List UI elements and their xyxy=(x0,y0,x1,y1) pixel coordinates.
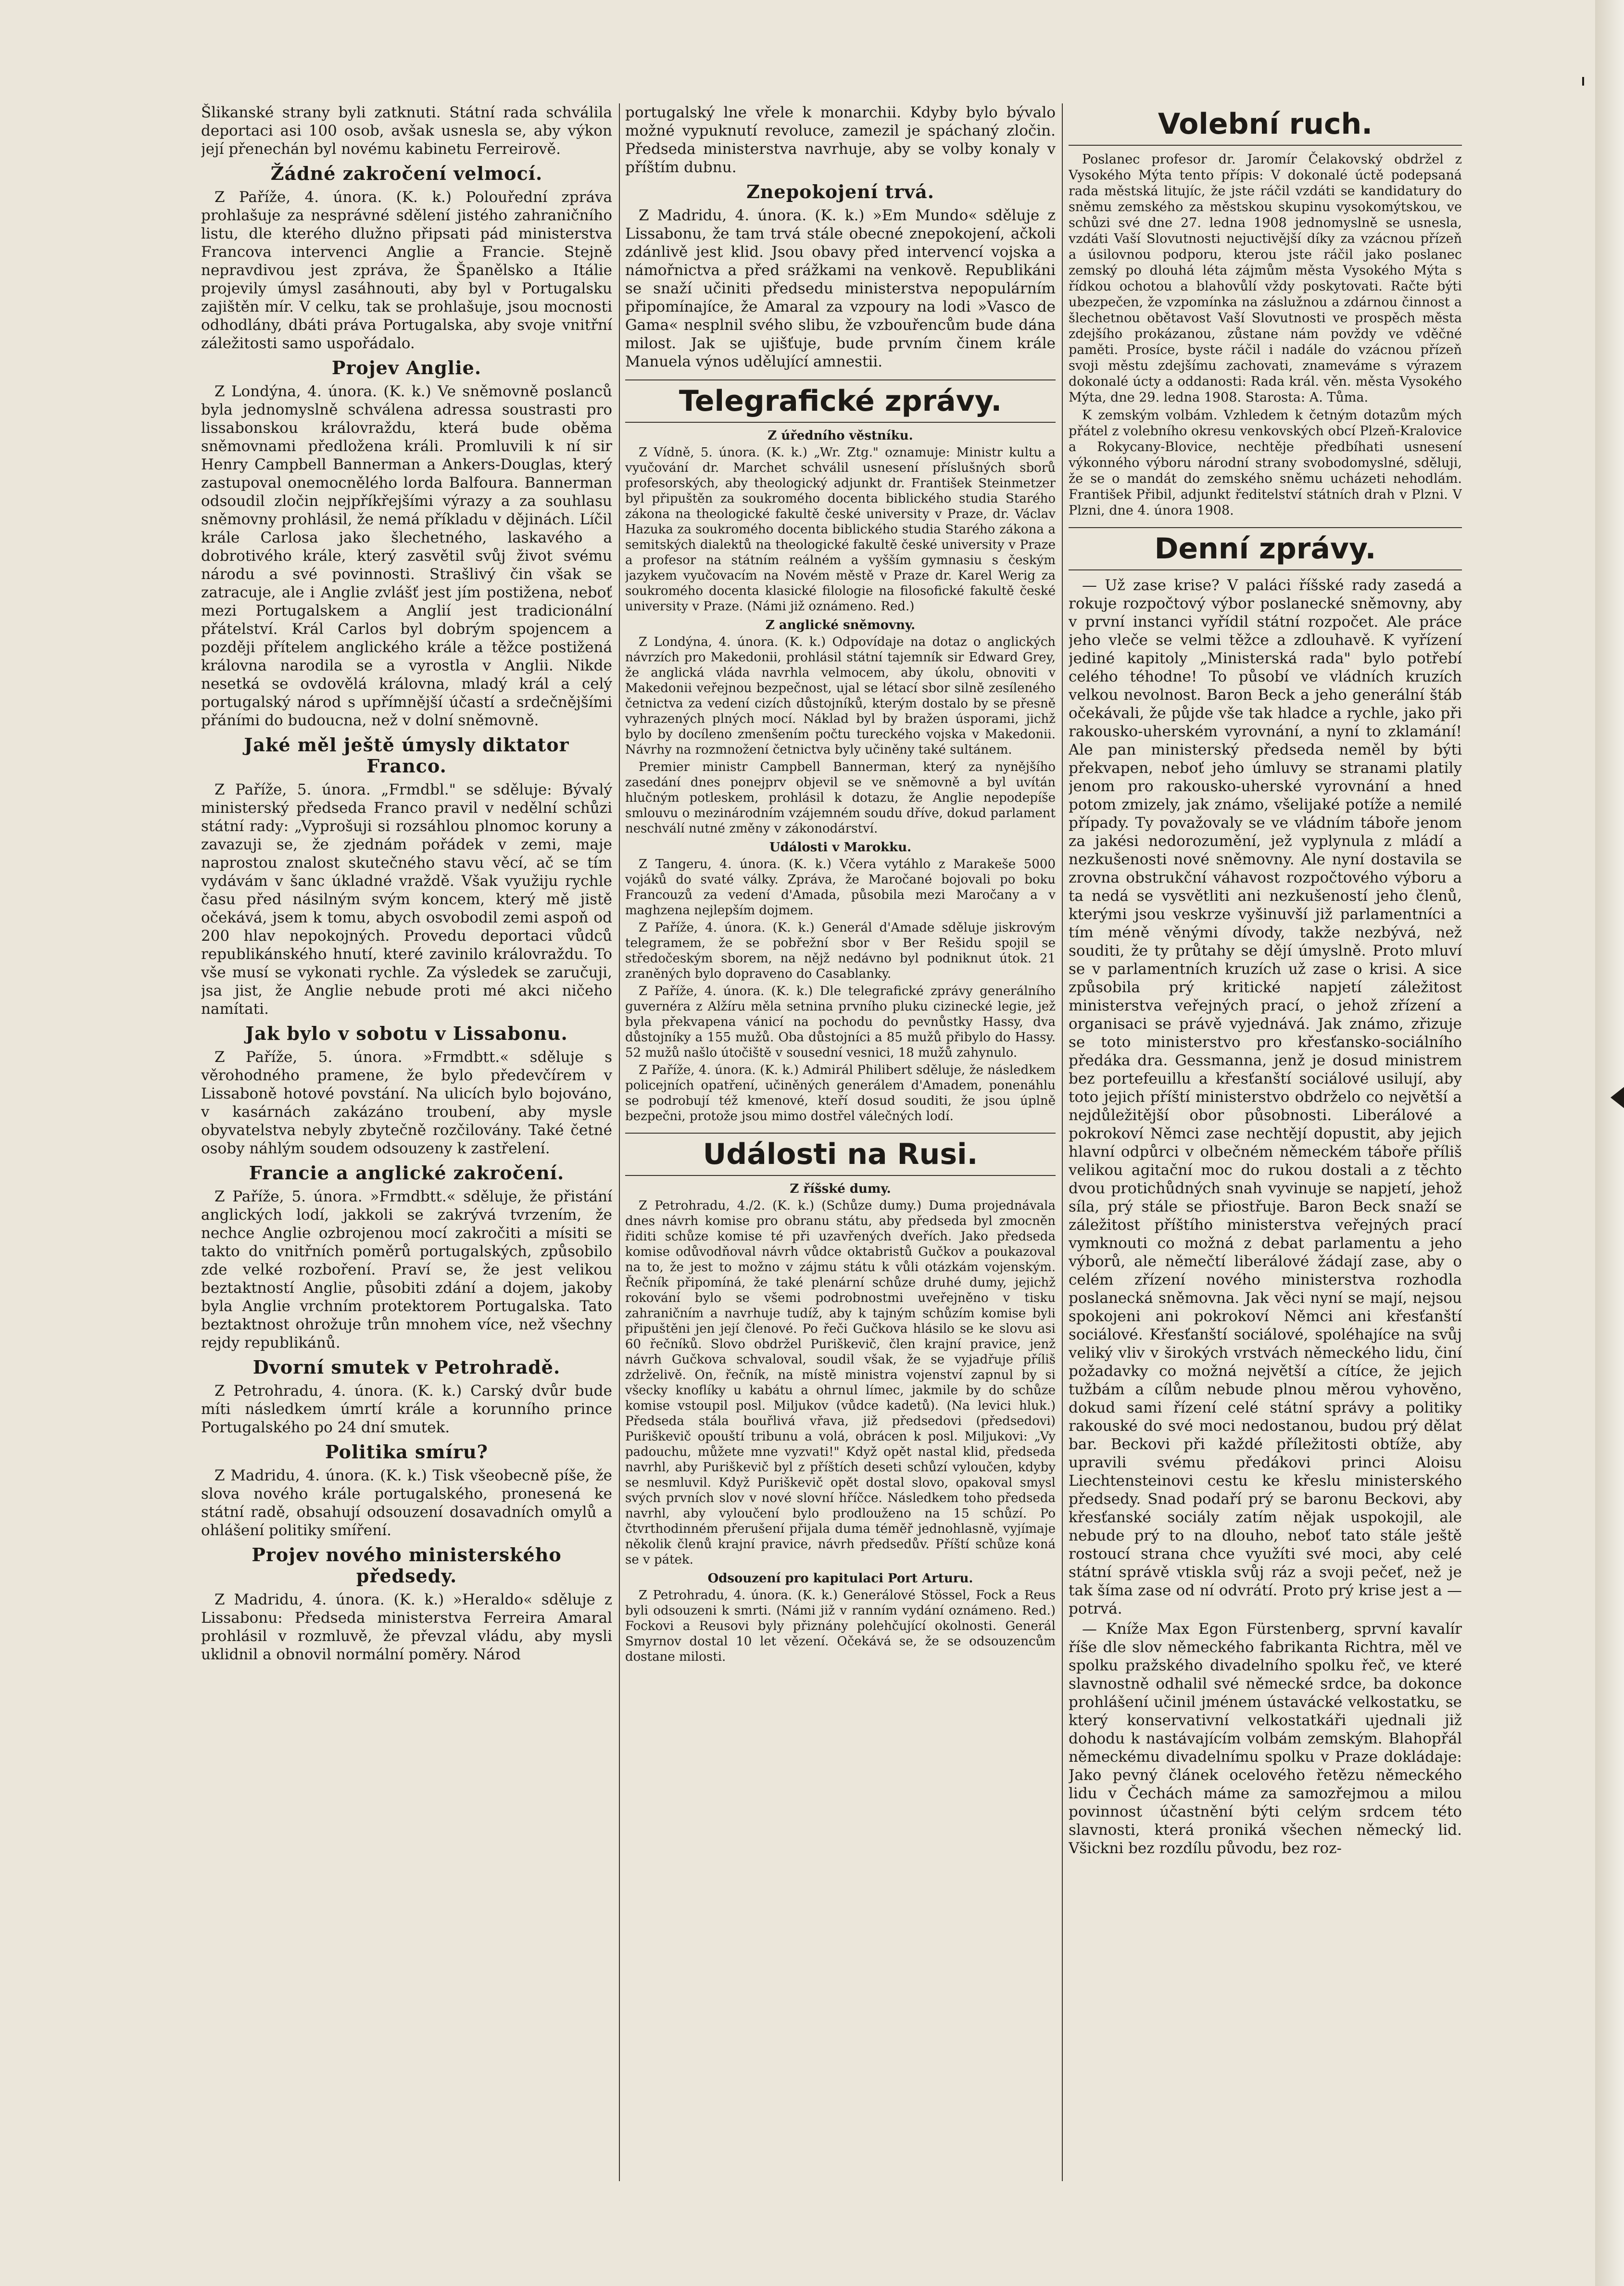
column-divider xyxy=(619,103,620,2181)
daily-news-banner: Denní zprávy. xyxy=(1069,527,1462,570)
section-title-znepokojeni: Znepokojení trvá. xyxy=(746,181,934,202)
russia-subhead-port-artur: Odsouzení pro kapitulaci Port Arturu. xyxy=(707,1571,973,1586)
election-body-celakovsky: Poslanec profesor dr. Jaromír Čelakovský obdržel z Vysokého Mýta tento přípis: V dokonalé úctě podepsaná rada městská litujíc, že jste ráčil vzdáti se kandidatury do sněmu zemského za městskou skupinu vysokomýtskou, ve schůzi své dne 27. ledna 1908 jednomyslně se usnesla, vzdáti Vaší Slovutnosti nejuctivější díky za vzácnou přízeň a úsilovnou podporu, kterou jste ráčil jako poslanec zemský po dlouhá léta zájmům města Vysokého Mýta s řídkou ochotou a blahovůlí vždy poskytovati. Račte býti ubezpečen, že vzpomínka na záslužnou a zdárnou činnost a šlechetnou obětavost Vaší Slovutnosti ve prospěch města zdejšího prokázanou, zůstane nám povždy ve vděčné paměti. Prosíce, byste ráčil i nadále do vzácnou přízeň svoji městu zdejšímu zachovati, znameváme s výrazem dokonalé úcty a oddanosti: Rada král. věn. města Vysokého Mýta, dne 29. ledna 1908. Starosta: A. Tůma. xyxy=(1069,152,1462,405)
column-3 xyxy=(1069,103,1462,2181)
telegraph-body-makedonie: Z Londýna, 4. února. (K. k.) Odpovídaje na dotaz o anglických návrzích pro Makedonii, prohlásil státní tajemník sir Edward Grey, že anglická vláda navrhla velmocem, aby úkolu, obnoviti v Makedonii veřejnou bezpečnost, ujal se létací sbor silně zesíleného četnictva za vedení cizích důstojníků, kterým dostalo by se přesně vyhrazených plných mocí. Náklad byl by bražen úsporami, jichž bylo by docíleno zmenšením počtu tureckého vojska v Makedonii. Návrhy na rozmnožení četnictva byly učiněny také sultánem. xyxy=(625,635,1056,757)
section-title-francie: Francie a anglické zakročení. xyxy=(249,1162,565,1184)
section-title-diktator-franco: Jaké měl ještě úmysly diktator Franco. xyxy=(244,734,569,777)
election-body-pribil: K zemským volbám. Vzhledem k četným dotazům mých přátel z volebního okresu venkovských obcí Plzeň-Kralovice a Rokycany-Blovice, nechtěje předbíhati usnesení výkonného výboru národní strany svobodomyslné, sděluji, že se o mandát do zemského sněmu ucházeti nehodlám. František Přibil, adjunkt ředitelství státních drah v Plzni. V Plzni, dne 4. února 1908. xyxy=(1069,408,1462,518)
section-body-projev-predsedy: Z Madridu, 4. února. (K. k.) »Heraldo« sděluje z Lissabonu: Předseda ministerstva Ferreira Amaral prohlásil v rozmluvě, že převzal vládu, aby mysli uklidnil a obnovil normální poměry. Národ xyxy=(201,1591,612,1663)
column-1-intro: Šlikanské strany byli zatknuti. Státní rada schválila deportaci asi 100 osob, avšak usnesla se, aby výkon její přenechán byl novému kabinetu Ferreirově. xyxy=(201,104,612,158)
telegraph-subhead-marokko: Události v Marokku. xyxy=(769,840,912,855)
russia-body-duma: Z Petrohradu, 4./2. (K. k.) (Schůze dumy.) Duma projednávala dnes návrh komise pro obranu státu, aby předseda byl zmocněn řiditi schůze komise té při uzavřených dveřích. Jako předseda komise odůvodňoval návrh vůdce oktabristů Gučkov a poukazoval na to, že jest to možno v zájmu státu k vůli otázkám vojenským. Řečník připomíná, že také plenární schůze druhé dumy, jejichž rokování bylo se všemi podrobnostmi uveřejněno v tisku zahraničním a navrhuje tudíž, aby k tajným schůzím komise byli připuštěni jen její členové. Po řeči Gučkova hlásilo se ke slovu asi 60 řečníků. Slovo obdržel Puriškevič, člen krajní pravice, jenž návrh Gučkova schvaloval, soudil však, že se vyjadřuje příliš zdrželivě. On, řečník, na místě ministra vojenství zapnul by si všecky knoflíky u kabátu a ohrnul límec, jakmile by do schůze komise vstoupil posl. Miljukov (vůdce kadetů). (Na levici hluk.) Předseda stála bouřlivá vřava, již předsedovi (předsedovi) Puriškevič opouští tribunu a volá, obrácen k posl. Miljukovi: „Vy padouchu, můžete mne vyzvati!" Když opět nastal klid, předseda navrhl, aby Puriškevič byl z příštích deseti schůzí vyloučen, kdyby se nesmluvil. Když Puriškevič opět dostal slovo, opakoval smysl svých prvních slov v nové slovní hříčce. Následkem toho předseda navrhl, aby vyloučení bylo prodlouženo na 15 schůzí. Po čtvrthodinném přerušení přijala duma téměř jednohlasně, vyjímaje několik členů krajní pravice, návrh předsedův. Příští schůze koná se v pátek. xyxy=(625,1199,1056,1567)
telegraph-subhead-snemovna: Z anglické sněmovny. xyxy=(765,618,916,632)
corner-tick xyxy=(1582,77,1584,86)
section-body-zadne-zakroceni: Z Paříže, 4. února. (K. k.) Polouřední zpráva prohlašuje za nesprávné sdělení jistého zahraničního listu, dle kterého dlužno připsati pád ministerstva Francova intervenci Anglie a Francie. Stejně nepravdivou jest zpráva, že Španělsko a Itálie projevily úmysl zasáhnouti, aby byl v Portugalsku zajištěn mír. V celku, tak se prohlašuje, jsou mocnosti odhodlány, dbáti práva Portugalska, aby svoje vnitřní záležitosti samo uspořádalo. xyxy=(201,189,612,352)
section-body-projev-anglie: Z Londýna, 4. února. (K. k.) Ve sněmovně poslanců byla jednomyslně schválena adressa soustrasti pro lissabonskou královraždu, která bude oběma sněmovnami předložena králi. Promluvili k ní sir Henry Campbell Bannerman a Ankers-Douglas, který zastupoval onemocnělého lorda Balfoura. Bannerman odsoudil zločin nejpříkřejšími výrazy a za souhlasu sněmovny prohlásil, že nemá příkladu v dějinách. Líčil krále Carlosa jako šlechetného, laskavého a dobrotivého krále, který zasvětil svůj život svému národu a své povinnosti. Strašlivý čin však se zatracuje, ale i Anglie zvlášť jest jím postižena, neboť mezi Portugalskem a Anglií jest tradicionální přátelství. Král Carlos byl dobrým spojencem a později přítelem anglického krále a těžce postižená královna narodila se a vyrostla v Anglii. Nikde nesetká se ovdovělá královna, mladý král a celý portugalský národ s upřímnější účastí a srdečnějšími přáními do budoucna, než v dolní sněmovně. xyxy=(201,383,612,729)
section-body-lissabon: Z Paříže, 5. února. »Frmdbtt.« sděluje s věrohodného pramene, že bylo předevčírem v Lissaboně hotové povstání. Na ulicích bylo bojováno, v kasárnách zakázáno troubení, aby mysle obyvatelstva nebyly zbytečně rozčilovány. Také četné osoby náhlým soudem odsouzeny k zastřelení. xyxy=(201,1048,612,1157)
telegraph-body-damade: Z Paříže, 4. února. (K. k.) Generál d'Amade sděluje jiskrovým telegramem, že se pobřežní sbor v Ber Rešidu spojil se středočeským sborem, na nějž nedávno byl podniknut útok. 21 zraněných bylo dopraveno do Casablanky. xyxy=(625,921,1056,981)
section-body-francie: Z Paříže, 5. února. »Frmdbtt.« sděluje, že přistání anglických lodí, jakkoli se zakrývá tvrzením, že nechce Anglie ozbrojenou mocí zakročiti a mísiti se takto do vnitřních poměrů portugalských, způsobilo zde velké rozboření. Praví se, že jest velikou beztaktností Anglie, působiti zdání a dojem, jakoby byla Anglie vrchním protektorem Portugalska. Tato beztaktnost ohrožuje trůn mnohem více, než všechny rejdy republikánů. xyxy=(201,1188,612,1351)
section-title-dvorni-smutek: Dvorní smutek v Petrohradě. xyxy=(252,1356,561,1378)
telegraph-body-philibert: Z Paříže, 4. února. (K. k.) Admirál Philibert sděluje, že následkem policejních opatření, učiněných generálem d'Amadem, ponenáhlu se podrobují též kmenové, kteří dosud souditi, že jsou úplně bezpečni, protože jsou mimo dostřel válečných lodí. xyxy=(625,1063,1056,1124)
section-title-projev-predsedy: Projev nového ministerského předsedy. xyxy=(252,1544,562,1587)
page-edge-arrow-icon xyxy=(1611,1087,1624,1108)
telegraph-body-uredni: Z Vídně, 5. února. (K. k.) „Wr. Ztg." oznamuje: Ministr kultu a vyučování dr. Marchet schválil usnesení příslušných sborů profesorských, aby theologický adjunkt dr. František Steinmetzer byl připuštěn za soukromého docenta biblického studia Starého zákona na theologické fakultě české university v Praze, dr. Václav Hazuka za soukromého docenta biblického studia Starého zákona a semitských dialektů na theologické fakultě české university v Praze a profesor na státním reálném a vyšším gymnasiu s českým jazykem vyučovacím na Novém městě v Praze dr. Karel Werig za soukromého docenta klasické filologie na filosofické fakultě české university v Praze. (Námi již oznámeno. Red.) xyxy=(625,445,1056,614)
telegraph-body-bannerman: Premier ministr Campbell Bannerman, který za nynějšího zasedání dnes ponejprv objevil se ve sněmovně a byl uvítán hlučným potleskem, prohlásil k dotazu, že Anglie nepodepíše smlouvu o mezinárodním vzájemném soudu dříve, dokud parlament neschválí nutné změny v zákonodárství. xyxy=(625,760,1056,836)
section-body-dvorni-smutek: Z Petrohradu, 4. února. (K. k.) Carský dvůr bude míti následkem úmrtí krále a korunního prince Portugalského po 24 dní smutek. xyxy=(201,1382,612,1436)
section-title-politika-smiru: Politika smíru? xyxy=(325,1441,488,1463)
telegraph-body-alzir: Z Paříže, 4. února. (K. k.) Dle telegrafické zprávy generálního guvernéra z Alžíru měla setnina prvního pluku cizinecké legie, jež byla překvapena vánicí na pochodu do pevnůstky Hassy, dva důstojníky a 155 mužů. Oba důstojníci a 85 mužů přibylo do Hassy. 52 mužů našlo útočiště v sousední vesnici, 18 mužů zahynulo. xyxy=(625,984,1056,1060)
russia-body-port-artur: Z Petrohradu, 4. února. (K. k.) Generálové Stössel, Fock a Reus byli odsouzeni k smrti. (Námi již v ranním vydání oznámeno. Red.) Fockovi a Reusovi byly přiznány polehčující okolnosti. Generál Smyrnov dostal 10 let vězení. Očekává se, že se odsouzencům dostane milosti. xyxy=(625,1588,1056,1664)
telegraph-subhead-uredni: Z úředního věstníku. xyxy=(768,429,913,443)
column-2-intro: portugalský lne vřele k monarchii. Kdyby bylo bývalo možné vypuknutí revoluce, zamezil je spáchaný zločin. Předseda ministerstva navrhuje, aby se volby konaly v příštím dubnu. xyxy=(625,104,1056,176)
section-title-zadne-zakroceni: Žádné zakročení velmocí. xyxy=(270,163,543,184)
russia-banner: Události na Rusi. xyxy=(625,1133,1056,1176)
daily-body-krise: — Už zase krise? V paláci říšské rady zasedá a rokuje rozpočtový výbor poslanecké sněmovny, aby v první instanci vyřídil státní rozpočet. Ale práce jeho vleče se velmi těžce a zdlouhavě. K vyřízení jediné kapitoly „Ministerská rada" bylo potřebí celého téhodne! To působí ve vládních kruzích velkou nevolnost. Baron Beck a jeho generální štáb očekávali, že půjde vše tak hladce a rychle, jako při rakousko-uherském vyrovnání, a nyní to zklamání! Ale pan ministerský předseda neměl by býti překvapen, neboť jeho úmluvy se stranami platily jenom pro rakousko-uherské vyrovnání a hned potom zmizely, jak známo, všelijaké potíže a nemilé případy. Ty považovaly se ve vládním táboře jenom za jakési nedorozumění, jež vyplynula z mládí a nezkušenosti nové sněmovny. Ale nyní dostavila se zrovna obstrukční váhavost rozpočtového výboru a ta nedá se vysvětliti ani nezkušeností jeho členů, kterými jsou veskrze vyšinuvší již parlamentníci a tím méně věnými dívody, takže nezbývá, než souditi, že ty průtahy se dějí úmyslně. Proto mluví se v parlamentních kruzích už zase o krisi. A sice způsobila prý kritické napjetí záležitost ministerstva veřejných prací, o jehož zřízení a organisaci se právě vyjednává. Jak známo, zřizuje se toto ministerstvo pro křesťansko-sociálního předáka dra. Gessmanna, jenž je dosud ministrem bez portefeuillu a křesťanští sociálové usilují, aby toto jejich příští ministerstvo obdrželo co největší a nejdůležitější obor působnosti. Liberálové a pokrokoví Němci zase nechtějí dopustit, aby jejich hlavní odpůrci v olbečném německém táboře příliš velikou agitační moc do rukou dostali a z těchto dvou protichůdných snah vyvinuje se napjetí, jehož síla, prý stále se přiostřuje. Baron Beck snaží se záležitost příštího ministerstva veřejných prací vymknouti co možná z debat parlamentu a jeho výborů, ale němečtí liberálové žádají zase, aby o celém zřízení nového ministerstva rozhodla poslanecká sněmovna. Jak věci nyní se mají, nejsou spokojeni ani pokrokoví Němci ani křesťanští sociálové. Křesťanští sociálové, spoléhajíce na svůj veliký vliv v širokých vrstvách německého lidu, činí požadavky co možná největší a cítíce, že jejich tužbám a cílům nebude plnou měrou vyhověno, dokud sami řízení celé státní správy a politiky rakouské do své moci nedostanou, budou prý dělat bar. Beckovi při každé příležitosti obtíže, aby upravili svému předákovi princi Aloisu Liechtensteinovi cestu ke křeslu ministerského předsedy. Snad podaří prý se baronu Beckovi, aby křesťanské sociály zatím nějak uspokojil, ale nebude prý to na dlouho, neboť tato stále ještě rostoucí strana chce využíti své moci, aby celé státní správě vtiskla svůj ráz a svoji pečeť, než je tak šíma zase od ní odvrátí. Proto prý krise jest a — potrvá. xyxy=(1069,577,1462,1617)
section-body-diktator-franco: Z Paříže, 5. února. „Frmdbl." se sděluje: Bývalý ministerský předseda Franco pravil v nedělní schůzi státní rady: „Vyprošuji si rozsáhlou plnomoc koruny a zavazuji se, že zjednám pořádek v zemi, maje naprostou znalost skutečného stavu věcí, ač se tím vydávám v šanc úkladné vraždě. Však využiju rychle času před násilným svým koncem, který mě jistě očekává, jsem k tomu, abych osvobodil zemi aspoň od 200 hlav nepokojných. Provedu deportaci vůdců republikánského hnutí, které zavinilo královraždu. To vše musí se vykonati rychle. Za výsledek se zaručuji, jsa jist, že Anglie nebude proti mé akci ničeho namítati. xyxy=(201,781,612,1018)
column-1 xyxy=(201,103,612,2181)
section-title-lissabon: Jak bylo v sobotu v Lissabonu. xyxy=(245,1023,568,1044)
telegraph-body-tanger: Z Tangeru, 4. února. (K. k.) Včera vytáhlo z Marakeše 5000 vojáků do svaté války. Zpráva, že Maročané bojovali po boku Francouzů za vedení d'Amada, působila mezi Maročany a v maghzena nejlepším dojmem. xyxy=(625,857,1056,918)
section-body-politika-smiru: Z Madridu, 4. února. (K. k.) Tisk všeobecně píše, že slova nového krále portugalského, pronesená ke státní radě, obsahují odsouzení dosavadních omylů a ohlášení politiky smíření. xyxy=(201,1467,612,1539)
column-2 xyxy=(625,103,1056,2181)
telegraph-banner: Telegrafické zprávy. xyxy=(625,379,1056,423)
daily-body-furstenberg: — Kníže Max Egon Fürstenberg, sprvní kavalír říše dle slov německého fabrikanta Richtra, měl ve spolku pražského divadelního spolku řeč, ve které slavnostně odhalil své německé srdce, ba dokonce prohlášení učinil jménem ústavácké velkostatku, se který konservativní velkostatkáři ujednali již dohodu k nastávajícím volbám zemským. Blahopřál německému divadelnímu spolku v Praze dokládaje: Jako pevný článek ocelového řetězu německého lidu v Čechách máme za samozřejmou a milou povinnost účastnění býti celým srdcem této slavnosti, která proniká všechen německý lid. Všickni bez rozdílu původu, bez roz- xyxy=(1069,1620,1462,1857)
section-title-projev-anglie: Projev Anglie. xyxy=(331,357,482,379)
election-banner: Volební ruch. xyxy=(1069,103,1462,146)
page-edge xyxy=(1595,0,1624,2286)
russia-subhead-duma: Z říšské dumy. xyxy=(790,1182,891,1196)
section-body-znepokojeni: Z Madridu, 4. února. (K. k.) »Em Mundo« sděluje z Lissabonu, že tam trvá stále obecné znepokojení, ačkoli zdánlivě jest klid. Jsou obavy před intervencí vojska a námořnictva a před srážkami na venkově. Republikáni se snaží učiniti předsedu ministerstva nepopulárním připomínajíce, že Amaral za vzpoury na lodi »Vasco de Gama« nesplnil svého slibu, že vzbouřencům bude dána milost. Jak se ujišťuje, bude prvním činem krále Manuela výnos udělující amnestii. xyxy=(625,207,1056,370)
column-divider xyxy=(1062,103,1063,2181)
